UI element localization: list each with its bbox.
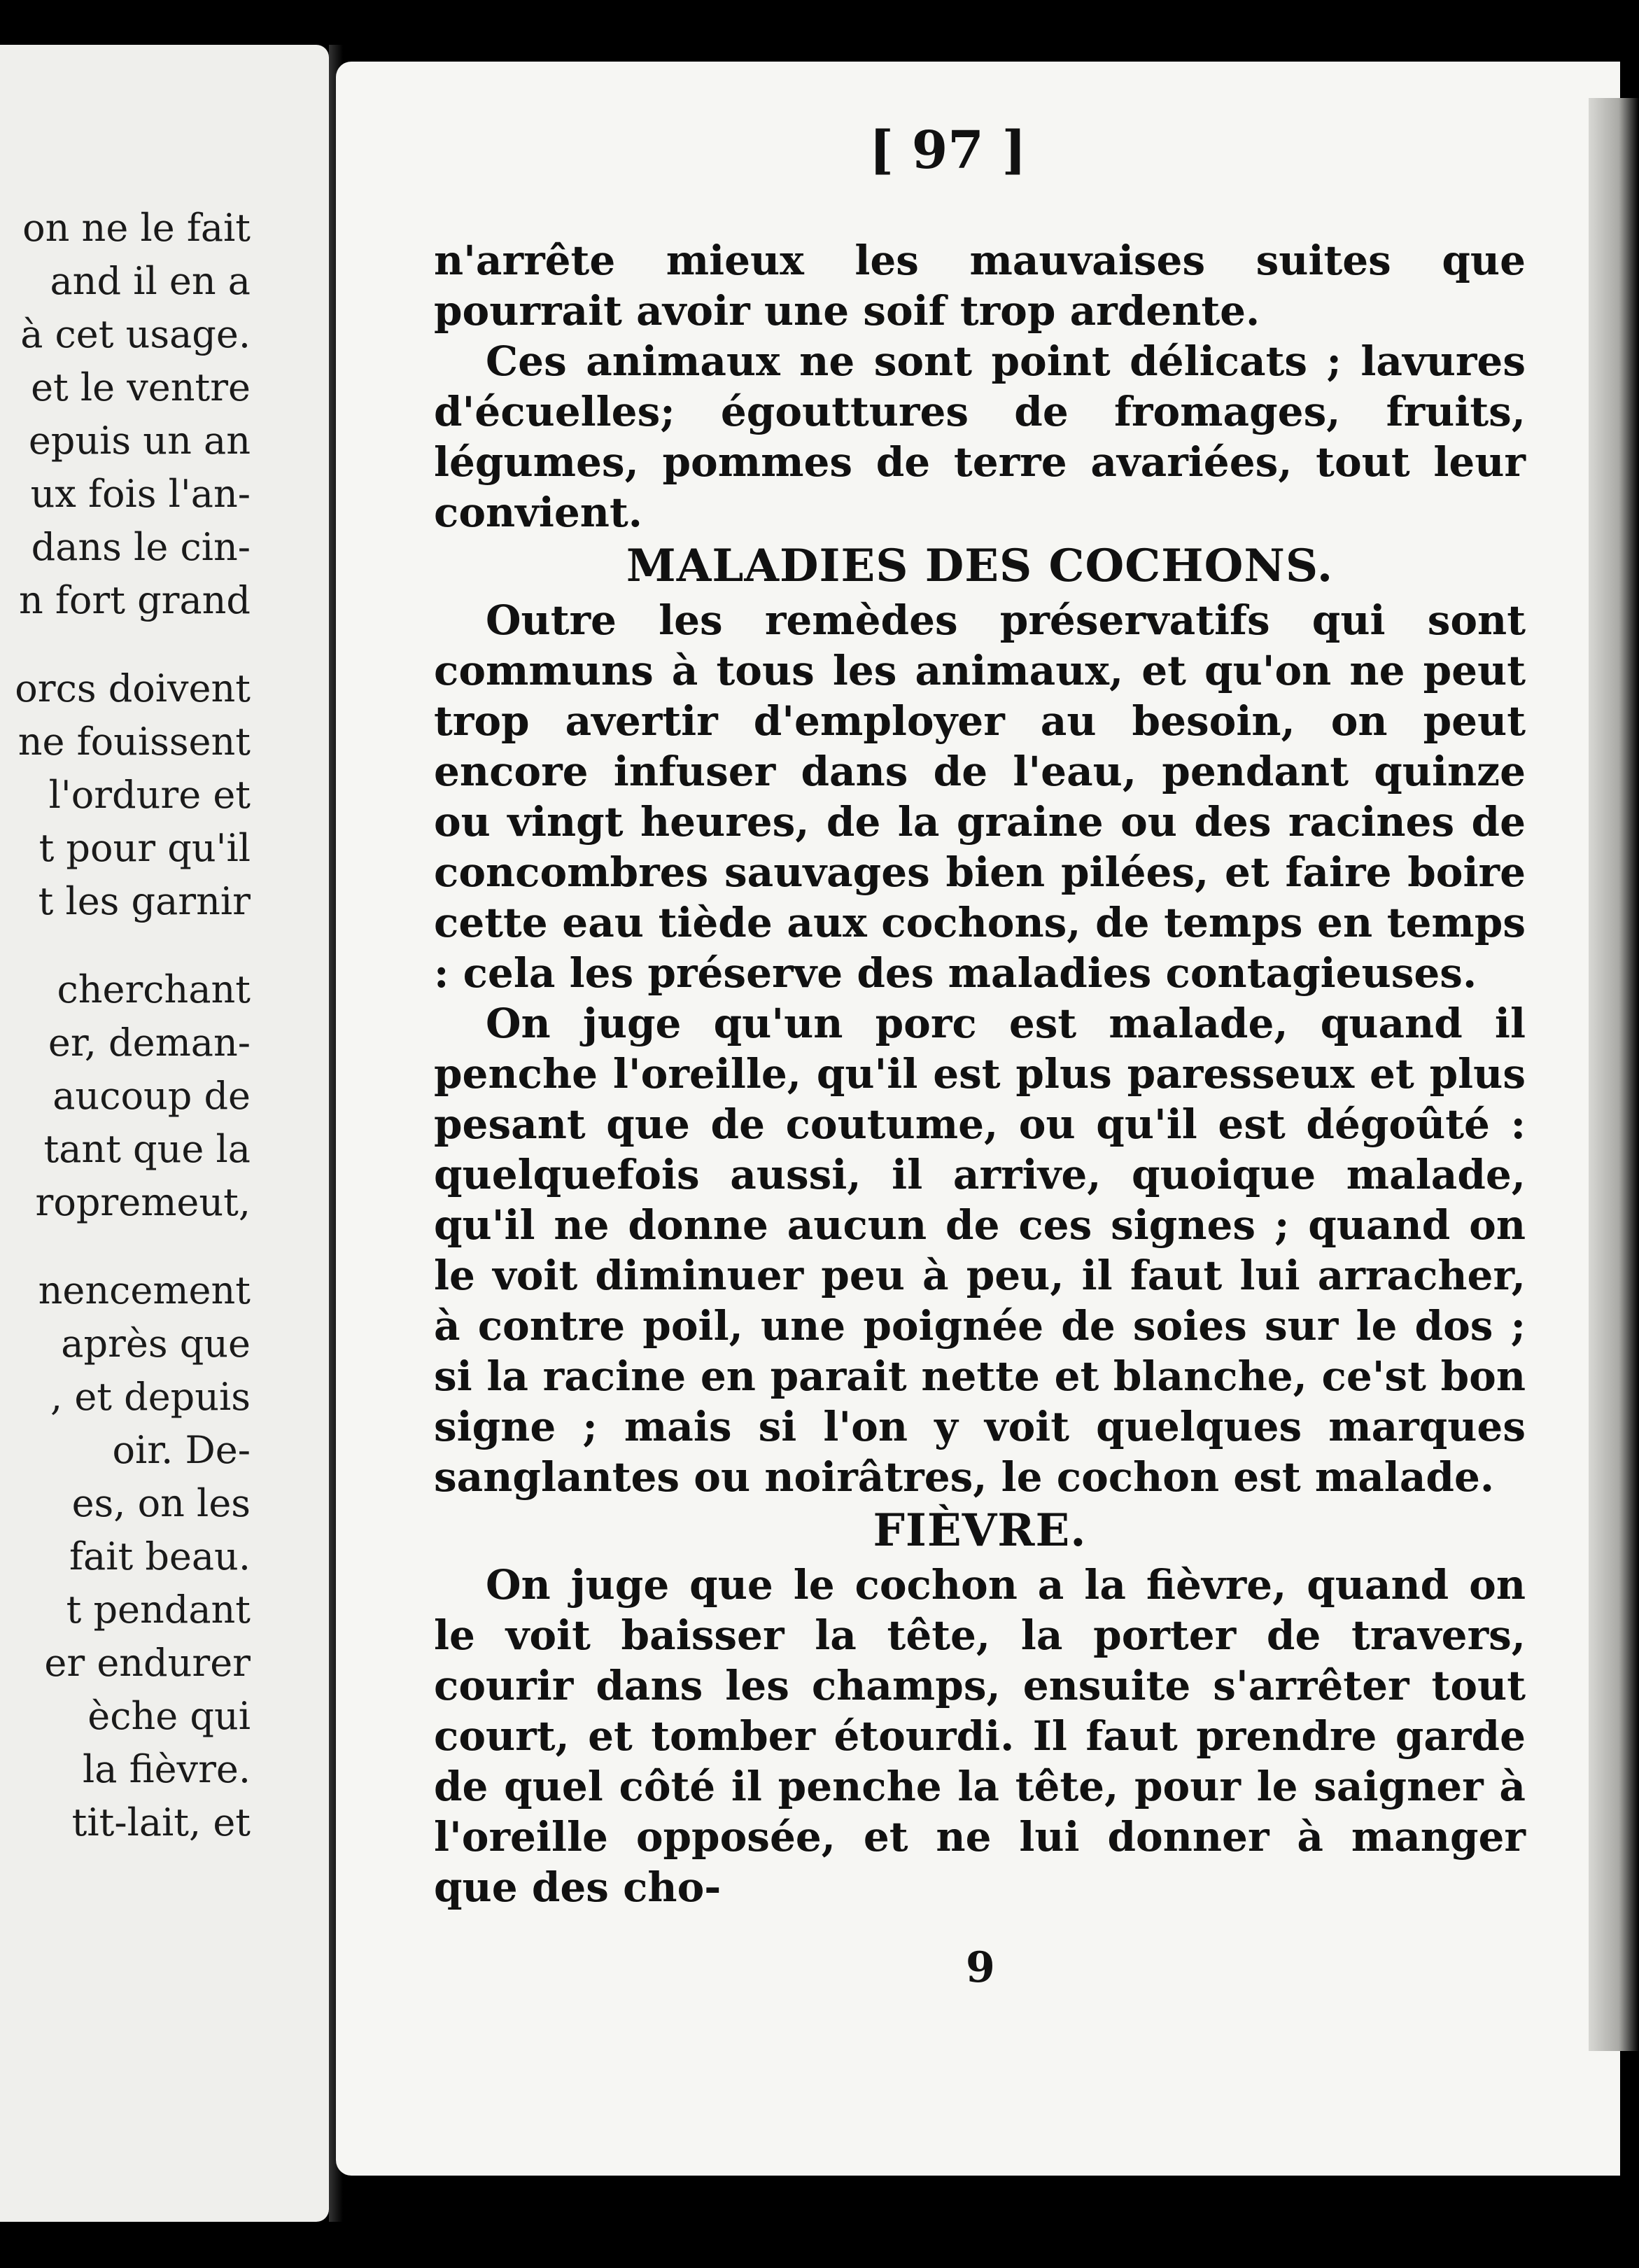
left-page-line: fait beau. <box>69 1534 251 1578</box>
section-heading: FIÈVRE. <box>873 1504 1087 1557</box>
page-number: [ 97 ] <box>869 120 1027 181</box>
left-page-line: ne fouissent <box>17 720 251 764</box>
left-page-line: t pendant <box>66 1588 251 1632</box>
left-page-line: à cet usage. <box>20 312 251 356</box>
page-body <box>434 235 1526 1912</box>
left-page-line: and il en a <box>50 259 251 303</box>
section-heading: MALADIES DES COCHONS. <box>626 540 1334 592</box>
left-page-line: aucoup de <box>52 1074 251 1118</box>
paragraph: On juge que le cochon a la fièvre, quand on le voit baisser la tête, la porter de travers, courir dans les champs, ensuite s'arrêter tout court, et tomber étourdi. Il faut prendre garde de quel côté il penche la tête, pour le saigner à l'oreille opposée, et ne lui donner à manger que des cho- <box>434 1561 1526 1911</box>
left-page-line: oir. De- <box>112 1428 251 1472</box>
left-page-line: , et depuis <box>50 1375 251 1419</box>
left-page-line: nencement <box>38 1268 251 1312</box>
page-edge <box>1589 98 1639 2051</box>
left-page-line: dans le cin- <box>31 525 251 569</box>
paragraph: On juge qu'un porc est malade, quand il penche l'oreille, qu'il est plus paresseux et plus pesant que de coutume, ou qu'il est dégoûté : quelquefois aussi, il arrive, quoique malade, qu'il ne donne aucun de ces signes ; quand on le voit diminuer peu à peu, il faut lui arracher, à contre poil, une poignée de soies sur le dos ; si la racine en parait nette et blanche, ce'st bon signe ; mais si l'on y voit quelques marques sanglantes ou noirâtres, le cochon est malade. <box>434 1000 1526 1501</box>
left-page-line: epuis un an <box>28 419 251 463</box>
left-page-line: cherchant <box>57 967 251 1011</box>
left-page-line: ux fois l'an- <box>30 472 251 516</box>
paragraph: Ces animaux ne sont point délicats ; lavures d'écuelles; égouttures de fromages, fruits, légumes, pommes de terre avariées, tout leur convient. <box>434 337 1526 536</box>
left-page-line: et le ventre <box>31 365 251 410</box>
left-page-line: er endurer <box>44 1641 251 1685</box>
signature-mark: 9 <box>966 1943 995 1992</box>
paragraph: Outre les remèdes préservatifs qui sont communs à tous les animaux, et qu'on ne peut trop avertir d'employer au besoin, on peut encore infuser dans de l'eau, pendant quinze ou vingt heures, de la graine ou des racines de concombres sauvages bien pilées, et faire boire cette eau tiède aux cochons, de temps en temps : cela les préserve des maladies contagieuses. <box>434 596 1526 997</box>
left-page-line: l'ordure et <box>48 773 251 817</box>
left-page-line: es, on les <box>71 1481 251 1525</box>
left-page-line: èche qui <box>87 1694 251 1738</box>
left-page-line: er, deman- <box>48 1021 251 1065</box>
left-page-line: la fièvre. <box>82 1747 251 1791</box>
left-page <box>0 45 329 2222</box>
left-page-line: tit-lait, et <box>71 1800 251 1844</box>
left-page-line: orcs doivent <box>15 666 251 710</box>
left-page-line: n fort grand <box>18 578 251 622</box>
paragraph: n'arrête mieux les mauvaises suites que pourrait avoir une soif trop ardente. <box>434 237 1526 335</box>
left-page-line: on ne le fait <box>22 206 251 250</box>
left-page-line: t les garnir <box>38 879 251 923</box>
left-page-line: après que <box>61 1322 251 1366</box>
right-page <box>336 62 1620 2176</box>
left-page-line: t pour qu'il <box>38 826 251 870</box>
left-page-line: tant que la <box>43 1127 251 1171</box>
left-page-line: ropremeut, <box>35 1180 251 1224</box>
